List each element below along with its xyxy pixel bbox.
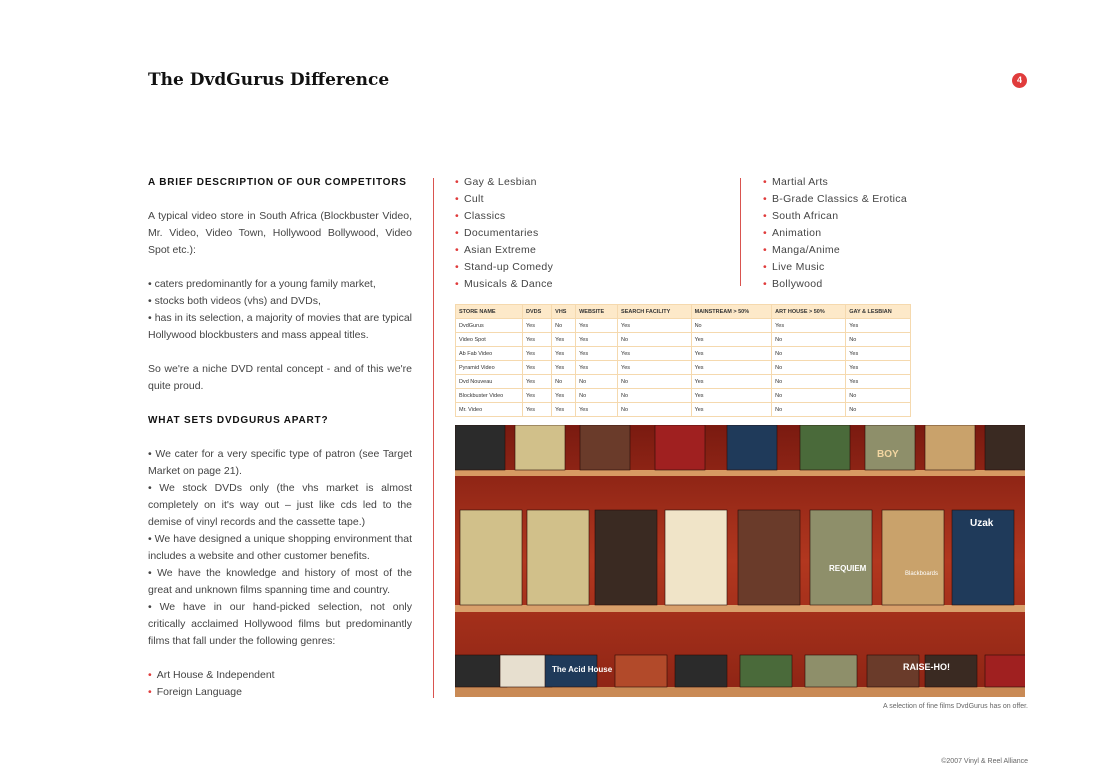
store-name-cell: Pyramid Video — [456, 361, 523, 375]
competitors-heading: A BRIEF DESCRIPTION OF OUR COMPETITORS — [148, 177, 407, 188]
table-cell: Yes — [523, 319, 552, 333]
table-cell: No — [772, 375, 846, 389]
table-row — [456, 333, 911, 347]
table-cell: Yes — [846, 361, 911, 375]
table-cell: Yes — [552, 347, 576, 361]
genre-list-2 — [763, 174, 907, 293]
genre-label: Foreign Language — [156, 686, 242, 698]
table-cell: Yes — [523, 389, 552, 403]
table-cell: Yes — [691, 375, 772, 389]
genre-item — [455, 276, 553, 293]
dvd-cover — [805, 655, 857, 687]
genre-item — [763, 208, 907, 225]
niche-statement: So we're a niche DVD rental concept - and of this we're quite proud. — [148, 363, 412, 392]
table-cell: No — [772, 389, 846, 403]
genre-label: Art House & Independent — [156, 669, 275, 681]
genre-label: South African — [771, 210, 839, 222]
bullet-icon: • — [148, 686, 152, 698]
dvd-cover — [727, 425, 777, 470]
store-name-cell: Blockbuster Video — [456, 389, 523, 403]
apart-heading: WHAT SETS DVDGURUS APART? — [148, 415, 329, 426]
apart-point: • We cater for a very specific type of patron (see Target Market on page 21). — [148, 448, 412, 477]
table-cell: Yes — [523, 403, 552, 417]
table-cell: No — [618, 375, 692, 389]
column-header: ART HOUSE > 50% — [772, 305, 846, 319]
genre-label: Manga/Anime — [771, 244, 841, 256]
genre-label: Musicals & Dance — [463, 278, 553, 290]
genre-item — [763, 174, 907, 191]
table-cell: No — [576, 389, 618, 403]
bullet-icon: • — [455, 261, 459, 273]
bullet-icon: • — [763, 278, 767, 290]
bullet-icon: • — [455, 193, 459, 205]
cover-title: Uzak — [970, 518, 994, 529]
table-cell: No — [772, 403, 846, 417]
table-cell: No — [618, 389, 692, 403]
shelf — [455, 605, 1025, 612]
genre-label: Animation — [771, 227, 822, 239]
table-cell: Yes — [576, 403, 618, 417]
genre-item — [763, 259, 907, 276]
dvd-cover — [527, 510, 589, 605]
dvd-cover — [738, 510, 800, 605]
table-cell: Yes — [523, 375, 552, 389]
table-cell: Yes — [523, 347, 552, 361]
apart-points — [148, 446, 412, 650]
table-cell: Yes — [691, 347, 772, 361]
competitor-point: • has in its selection, a majority of movies that are typical Hollywood blockbusters and mass appeal titles. — [148, 312, 412, 341]
table-cell: Yes — [846, 319, 911, 333]
bullet-icon: • — [148, 669, 152, 681]
column-header: DVDS — [523, 305, 552, 319]
bullet-icon: • — [763, 244, 767, 256]
genre-label: Live Music — [771, 261, 825, 273]
competitor-points — [148, 276, 412, 344]
genre-item — [763, 242, 907, 259]
copyright-footer: ©2007 Vinyl & Reel Alliance — [941, 758, 1028, 765]
dvd-cover — [985, 425, 1025, 470]
apart-point: • We have designed a unique shopping environment that includes a website and other customer benefits. — [148, 533, 412, 562]
dvd-cover — [810, 510, 872, 605]
store-name-cell: Video Spot — [456, 333, 523, 347]
table-row — [456, 347, 911, 361]
bullet-icon: • — [763, 193, 767, 205]
table-cell: No — [552, 375, 576, 389]
divider-line — [433, 178, 434, 698]
dvd-cover — [800, 425, 850, 470]
table-row — [456, 319, 911, 333]
table-cell: Yes — [846, 347, 911, 361]
cover-title: Blackboards — [905, 571, 939, 577]
dvd-shelf-photo — [455, 425, 1025, 697]
genre-label: Stand-up Comedy — [463, 261, 554, 273]
table-cell: Yes — [576, 347, 618, 361]
dvd-shelf-illustration — [455, 425, 1025, 697]
bullet-icon: • — [455, 244, 459, 256]
table-cell: No — [846, 389, 911, 403]
genre-label: Cult — [463, 193, 484, 205]
table-cell: No — [772, 361, 846, 375]
table-cell: Yes — [576, 361, 618, 375]
dvd-cover — [460, 510, 522, 605]
dvd-cover — [740, 655, 792, 687]
shelf — [455, 687, 1025, 697]
page-title: The DvdGurus Difference — [148, 70, 390, 90]
cover-title: BOY — [877, 449, 899, 460]
genre-label: Bollywood — [771, 278, 823, 290]
dvd-cover — [500, 655, 552, 687]
bullet-icon: • — [763, 210, 767, 222]
dvd-cover — [865, 425, 915, 470]
genre-label: Classics — [463, 210, 506, 222]
competitor-point: • stocks both videos (vhs) and DVDs, — [148, 295, 321, 307]
table-cell: No — [618, 333, 692, 347]
column-header: SEARCH FACILITY — [618, 305, 692, 319]
dvd-cover — [675, 655, 727, 687]
genre-item — [455, 242, 553, 259]
genre-item — [455, 208, 553, 225]
store-name-cell: DvdGurus — [456, 319, 523, 333]
dvd-cover — [655, 425, 705, 470]
table-cell: Yes — [618, 319, 692, 333]
column-header: WEBSITE — [576, 305, 618, 319]
table-row — [456, 375, 911, 389]
table-cell: No — [576, 375, 618, 389]
genre-item — [763, 225, 907, 242]
table-cell: No — [618, 403, 692, 417]
bullet-icon: • — [763, 227, 767, 239]
genre-item — [455, 225, 553, 242]
genre-label: Documentaries — [463, 227, 539, 239]
apart-point: • We have the knowledge and history of most of the great and unknown films spanning time and country. — [148, 567, 412, 596]
dvd-cover — [925, 425, 975, 470]
apart-point: • We have in our hand-picked selection, not only critically acclaimed Hollywood films but predominantly films that fall under the following genres: — [148, 601, 412, 647]
table-cell: No — [772, 347, 846, 361]
genre-item — [763, 191, 907, 208]
divider-line — [740, 178, 741, 286]
dvd-cover — [665, 510, 727, 605]
genre-label: Gay & Lesbian — [463, 176, 537, 188]
store-name-cell: Dvd Nouveau — [456, 375, 523, 389]
store-name-cell: Ab Fab Video — [456, 347, 523, 361]
dvd-cover — [455, 425, 505, 470]
column-header: STORE NAME — [456, 305, 523, 319]
competitor-table — [455, 304, 911, 417]
genre-item — [455, 259, 553, 276]
table-cell: Yes — [552, 361, 576, 375]
table-header-row — [456, 305, 911, 319]
dvd-cover — [615, 655, 667, 687]
table-cell: Yes — [576, 333, 618, 347]
column-header: MAINSTREAM > 50% — [691, 305, 772, 319]
table-cell: Yes — [691, 403, 772, 417]
page-number-badge: 4 — [1012, 73, 1027, 88]
dvd-cover — [515, 425, 565, 470]
table-cell: No — [552, 319, 576, 333]
table-cell: Yes — [552, 333, 576, 347]
apart-point: • We stock DVDs only (the vhs market is almost completely on it's way out – just like cds led to the demise of vinyl records and the cassette tape.) — [148, 482, 412, 528]
bullet-icon: • — [455, 278, 459, 290]
cover-title: REQUIEM — [829, 564, 867, 573]
left-column — [148, 174, 412, 701]
genre-label: B-Grade Classics & Erotica — [771, 193, 907, 205]
shelf — [455, 470, 1025, 476]
table-cell: Yes — [618, 361, 692, 375]
table-cell: Yes — [618, 347, 692, 361]
column-header: GAY & LESBIAN — [846, 305, 911, 319]
table-cell: Yes — [576, 319, 618, 333]
competitor-point: • caters predominantly for a young family market, — [148, 278, 376, 290]
bullet-icon: • — [763, 176, 767, 188]
competitors-intro: A typical video store in South Africa (Blockbuster Video, Mr. Video, Video Town, Hollywood Bollywood, Video Spot etc.): — [148, 210, 412, 256]
genre-label: Martial Arts — [771, 176, 829, 188]
table-cell: Yes — [846, 375, 911, 389]
cover-title: RAISE-HO! — [903, 662, 950, 672]
table-cell: No — [691, 319, 772, 333]
genre-item — [455, 174, 553, 191]
store-name-cell: Mr. Video — [456, 403, 523, 417]
column-header: VHS — [552, 305, 576, 319]
table-row — [456, 389, 911, 403]
dvd-cover — [595, 510, 657, 605]
bullet-icon: • — [763, 261, 767, 273]
table-cell: No — [846, 333, 911, 347]
table-cell: Yes — [691, 333, 772, 347]
dvd-cover — [580, 425, 630, 470]
table-cell: Yes — [523, 333, 552, 347]
dvd-cover — [882, 510, 944, 605]
bullet-icon: • — [455, 210, 459, 222]
dvd-cover — [985, 655, 1025, 687]
bullet-icon: • — [455, 227, 459, 239]
table-cell: Yes — [691, 361, 772, 375]
table-cell: No — [846, 403, 911, 417]
photo-caption: A selection of fine films DvdGurus has on offer. — [882, 703, 1028, 710]
genre-item — [455, 191, 553, 208]
genre-item — [148, 684, 412, 701]
table-cell: Yes — [552, 403, 576, 417]
genre-list-1 — [455, 174, 553, 293]
table-cell: Yes — [772, 319, 846, 333]
table-cell: Yes — [523, 361, 552, 375]
dvd-cover — [455, 655, 507, 687]
table-cell: Yes — [691, 389, 772, 403]
genre-label: Asian Extreme — [463, 244, 537, 256]
table-cell: No — [772, 333, 846, 347]
table-cell: Yes — [552, 389, 576, 403]
bullet-icon: • — [455, 176, 459, 188]
table-row — [456, 403, 911, 417]
genre-item — [148, 667, 412, 684]
genre-item — [763, 276, 907, 293]
cover-title: The Acid House — [552, 665, 613, 674]
table-row — [456, 361, 911, 375]
